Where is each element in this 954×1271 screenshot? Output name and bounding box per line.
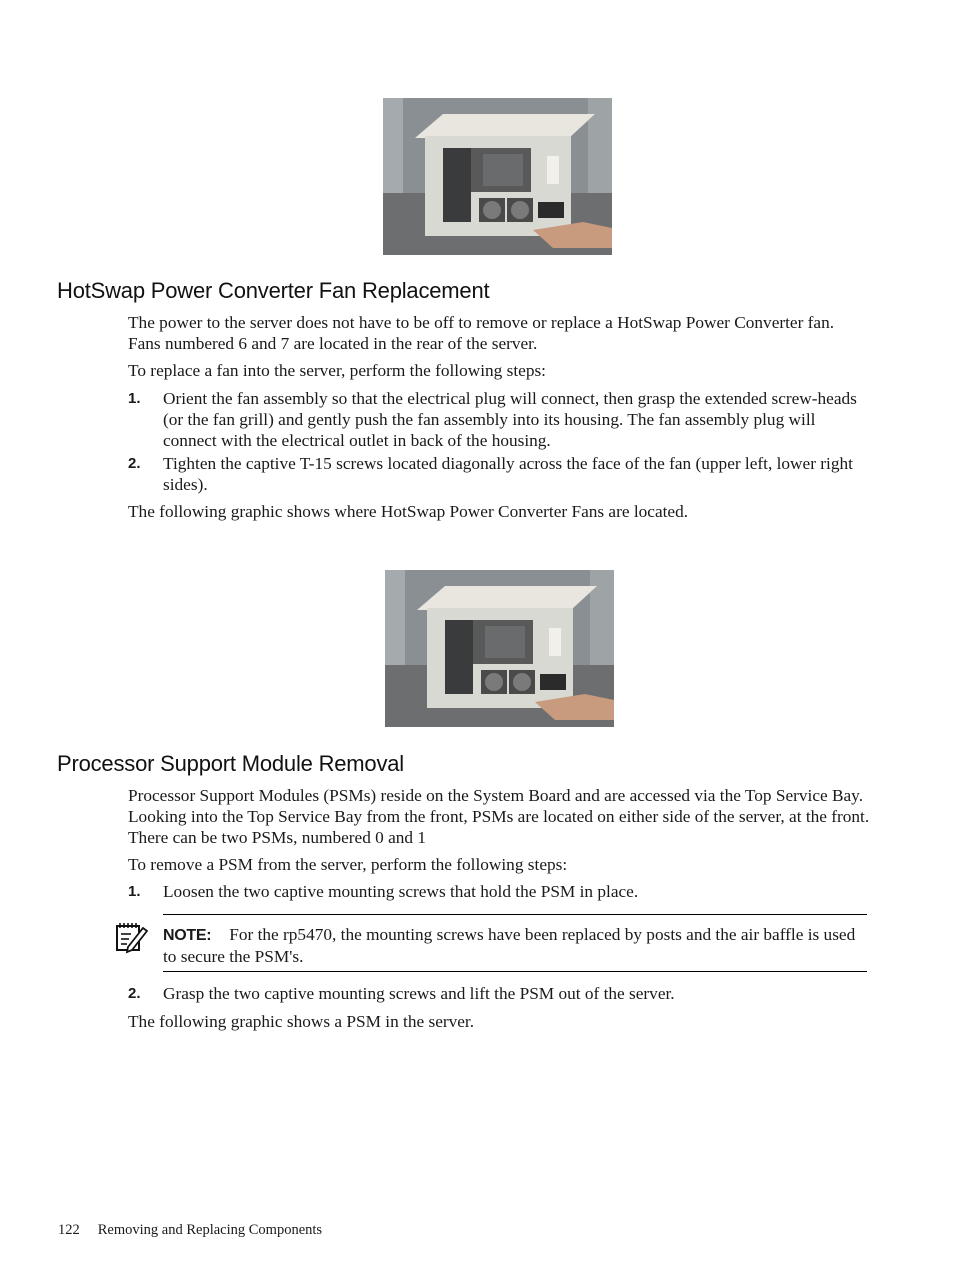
step-text: Loosen the two captive mounting screws that hold the PSM in place.	[163, 882, 639, 901]
hotswap-intro-paragraph: The power to the server does not have to be off to remove or replace a HotSwap Power Converter fan. Fans numbered 6 and 7 are located in the rear of the server.	[128, 313, 835, 353]
hotswap-lead-paragraph: To replace a fan into the server, perform the following steps:	[128, 361, 546, 380]
section-heading-hotswap-fan: HotSwap Power Converter Fan Replacement	[57, 278, 490, 303]
section-heading-psm-removal: Processor Support Module Removal	[57, 751, 404, 776]
page-footer	[58, 1222, 322, 1239]
hotswap-closing-paragraph: The following graphic shows where HotSwap Power Converter Fans are located.	[128, 502, 689, 521]
note-label: NOTE:	[163, 927, 212, 944]
note-content	[163, 924, 867, 967]
step-number: 2.	[128, 455, 141, 472]
server-rear-photo	[383, 98, 612, 255]
step-text: Grasp the two captive mounting screws and lift the PSM out of the server.	[163, 984, 675, 1003]
step-number: 1.	[128, 390, 141, 407]
psm-closing-paragraph: The following graphic shows a PSM in the server.	[128, 1012, 475, 1031]
note-text: For the rp5470, the mounting screws have been replaced by posts and the air baffle is used to secure the PSM's.	[163, 925, 856, 966]
note-box	[112, 914, 867, 972]
chapter-title: Removing and Replacing Components	[97, 1222, 323, 1238]
page-number: 122	[58, 1222, 80, 1238]
psm-step-1	[128, 881, 870, 902]
server-photo-drawing	[385, 570, 614, 727]
server-rear-photo	[385, 570, 614, 727]
note-bottom-rule	[163, 971, 867, 972]
note-top-rule	[163, 914, 867, 915]
step-text: Orient the fan assembly so that the electrical plug will connect, then grasp the extended screw-heads (or the fan grill) and gently push the fan assembly into its housing. The fan assembly plug will connect with the electrical outlet in back of the housing.	[163, 389, 857, 450]
step-number: 1.	[128, 883, 141, 900]
psm-intro-paragraph: Processor Support Modules (PSMs) reside on the System Board and are accessed via the Top Service Bay. Looking into the Top Service Bay from the front, PSMs are located on either side of the server, at the front. There can be two PSMs, numbered 0 and 1	[128, 786, 870, 847]
psm-step-2	[128, 983, 870, 1004]
step-number: 2.	[128, 985, 141, 1002]
hotswap-step-2	[128, 453, 870, 495]
step-text: Tighten the captive T-15 screws located diagonally across the face of the fan (upper left, lower right sides).	[163, 454, 853, 494]
hotswap-step-1	[128, 388, 870, 451]
note-pencil-icon	[114, 920, 148, 954]
psm-lead-paragraph: To remove a PSM from the server, perform the following steps:	[128, 855, 568, 874]
server-photo-drawing	[383, 98, 612, 255]
